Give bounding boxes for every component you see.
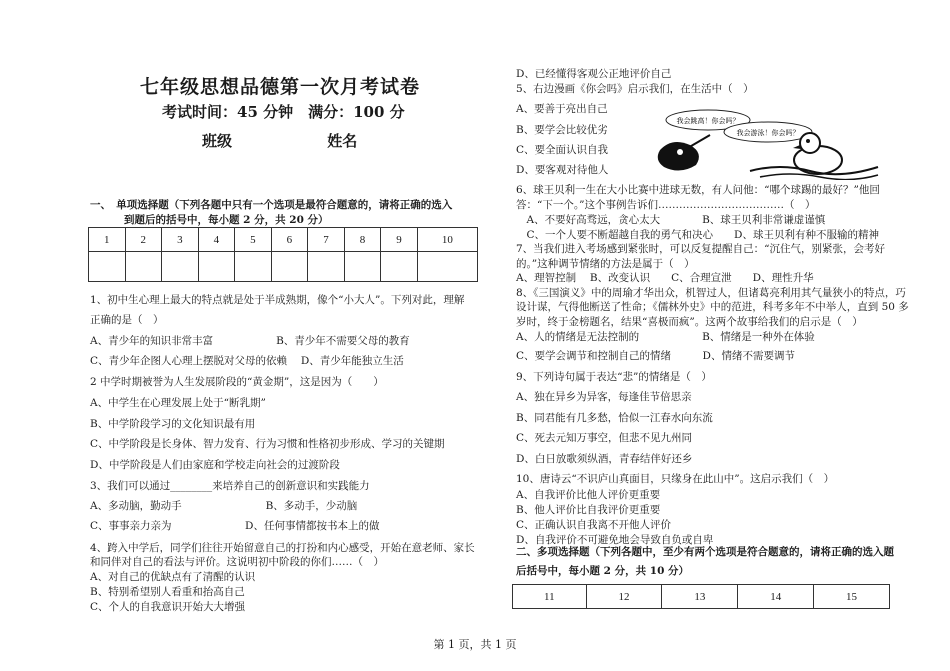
answer-box[interactable] — [235, 252, 272, 282]
question-line: 设计谋，气得他断送了性命；《儒林外史》中的范进，科考多年不中举人，直到 50 多 — [516, 301, 909, 313]
cartoon-illustration — [650, 105, 880, 180]
answer-box[interactable] — [381, 252, 418, 282]
section1-heading-b: 到题后的括号中，每小题 2 分，共 20 分） — [124, 214, 329, 226]
grid-cell: 14 — [738, 585, 814, 609]
answer-grid-2-numbers — [513, 585, 890, 609]
option-line: C、一个人要不断超越自我的勇气和决心 D、球王贝利有种不服输的精神 — [516, 229, 879, 241]
option-line: C、中学阶段是长身体、智力发育、行为习惯和性格初步形成、学习的关键期 — [90, 438, 445, 450]
option-line: C、要全面认识自我 — [516, 144, 609, 156]
question-line: 3、我们可以通过________来培养自己的创新意识和实践能力 — [90, 480, 370, 492]
name-label: 姓名 — [327, 132, 358, 150]
option-line: A、自我评价比他人评价更重要 — [516, 489, 661, 501]
rabbit-figure — [658, 135, 710, 171]
grid-cell: 5 — [235, 228, 272, 252]
option-line: A、对自己的优缺点有了清醒的认识 — [90, 571, 256, 583]
grid-cell: 3 — [162, 228, 199, 252]
answer-grid-1 — [88, 227, 478, 282]
section2-heading-a: 二、多项选择题（下列各题中，至少有两个选项是符合题意的，请将正确的选入题 — [516, 546, 894, 558]
exam-title: 七年级思想品德第一次月考试卷 — [140, 76, 421, 98]
grid-cell: 7 — [308, 228, 345, 252]
speech-bubble-1-text: 我会跳高！你会吗？ — [676, 117, 740, 125]
answer-box[interactable] — [417, 252, 477, 282]
option-line: C、个人的自我意识开始大大增强 — [90, 601, 246, 613]
question-line: 答：“下一个。”这个事例告诉们………………………………（ ） — [516, 199, 816, 211]
option-line: D、已经懂得客观公正地评价自己 — [516, 68, 672, 80]
answer-grid-2 — [512, 584, 890, 609]
question-line: 9、下列诗句属于表达“悲”的情绪是（ ） — [516, 371, 712, 383]
option-line: A、要善于亮出自己 — [516, 103, 608, 115]
answer-grid-1-blanks — [89, 252, 478, 282]
answer-box[interactable] — [344, 252, 381, 282]
exam-subtitle: 考试时间：45 分钟 满分：100 分 — [162, 103, 405, 121]
question-line: 正确的是（ ） — [90, 314, 164, 326]
grid-cell: 6 — [271, 228, 308, 252]
answer-grid-1-numbers — [89, 228, 478, 252]
option-line: A、人的情绪是无法控制的 B、情绪是一种外在体验 — [516, 331, 815, 343]
grid-cell: 12 — [586, 585, 662, 609]
option-line: D、中学阶段是人们由家庭和学校走向社会的过渡阶段 — [90, 459, 340, 471]
question-line: 1、初中生心理上最大的特点就是处于半成熟期，像个“小大人”。下列对此，理解 — [90, 294, 465, 306]
grid-cell: 4 — [198, 228, 235, 252]
speech-bubble-2-text: 我会游泳！你会吗？ — [736, 129, 800, 137]
option-line: D、白日放歌须纵酒，青春结伴好还乡 — [516, 453, 693, 465]
grid-cell: 11 — [513, 585, 587, 609]
grid-cell: 2 — [125, 228, 162, 252]
option-line: A、不要好高骛远，贪心太大 B、球王贝利非常谦虚谨慎 — [516, 214, 826, 226]
answer-box[interactable] — [308, 252, 345, 282]
answer-box[interactable] — [271, 252, 308, 282]
option-line: A、多动脑，勤动手 B、多动手，少动脑 — [90, 500, 358, 512]
question-line: 7、当我们进入考场感到紧张时，可以反复提醒自己：“沉住气，别紧张，会考好 — [516, 243, 886, 255]
question-line: 5、右边漫画《你会吗》启示我们，在生活中（ ） — [516, 83, 754, 95]
option-line: B、特别希望别人看重和抬高自己 — [90, 586, 245, 598]
grid-cell: 13 — [662, 585, 738, 609]
page-footer: 第 1 页，共 1 页 — [433, 638, 517, 651]
grid-cell: 9 — [381, 228, 418, 252]
grid-cell: 8 — [344, 228, 381, 252]
question-line: 的。”这种调节情绪的方法是属于（ ） — [516, 258, 695, 270]
question-line: 2 中学时期被誉为人生发展阶段的“黄金期”，这是因为（ ） — [90, 376, 384, 388]
grid-cell: 10 — [417, 228, 477, 252]
option-line: C、事事亲力亲为 D、任何事情都按书本上的做 — [90, 520, 380, 532]
option-line: B、同君能有几多愁，恰似一江春水向东流 — [516, 412, 713, 424]
option-line: A、理智控制 B、改变认识 C、合理宣泄 D、理性升华 — [516, 272, 814, 284]
answer-box[interactable] — [198, 252, 235, 282]
option-line: D、要客观对待他人 — [516, 164, 609, 176]
option-line: A、青少年的知识非常丰富 B、青少年不需要父母的教育 — [90, 335, 410, 347]
grid-cell: 15 — [814, 585, 890, 609]
option-line: B、他人评价比自我评价更重要 — [516, 504, 661, 516]
question-line: 岁时，终于金榜题名，结果“喜极而疯”。这两个故事给我们的启示是（ ） — [516, 316, 863, 328]
option-line: C、要学会调节和控制自己的情绪 D、情绪不需要调节 — [516, 350, 795, 362]
option-line: B、中学阶段学习的文化知识最有用 — [90, 418, 256, 430]
question-line: 6、球王贝利一生在大小比赛中进球无数，有人问他：“哪个球踢的最好？”他回 — [516, 184, 880, 196]
question-line: 4、跨入中学后，同学们往往开始留意自己的打扮和内心感受，开始在意老师、家长 — [90, 542, 475, 554]
question-line: 和同伴对自己的看法与评价。这说明初中阶段的你们……（ ） — [90, 556, 384, 568]
answer-box[interactable] — [125, 252, 162, 282]
option-line: D、自我评价不可避免地会导致自负或自卑 — [516, 534, 714, 546]
answer-box[interactable] — [162, 252, 199, 282]
question-line: 8、《三国演义》中的周瑜才华出众，机智过人，但诸葛亮利用其气量狭小的特点，巧 — [516, 287, 906, 299]
option-line: C、青少年企图人心理上摆脱对父母的依赖 D、青少年能独立生活 — [90, 355, 404, 367]
option-line: A、独在异乡为异客，每逢佳节倍思亲 — [516, 391, 692, 403]
section2-heading-b: 后括号中，每小题 2 分，共 10 分） — [516, 565, 690, 577]
grid-cell: 1 — [89, 228, 126, 252]
section1-heading-a: 一、 单项选择题（下列各题中只有一个选项是最符合题意的，请将正确的选入 — [90, 199, 453, 211]
option-line: C、死去元知万事空，但悲不见九州同 — [516, 432, 693, 444]
option-line: A、中学生在心理发展上处于“断乳期” — [90, 397, 266, 409]
answer-box[interactable] — [89, 252, 126, 282]
class-name-line — [202, 130, 447, 151]
question-line: 10、唐诗云“不识庐山真面目，只缘身在此山中”。这启示我们（ ） — [516, 473, 835, 485]
option-line: B、要学会比较优劣 — [516, 124, 608, 136]
option-line: C、正确认识自我离不开他人评价 — [516, 519, 672, 531]
class-label: 班级 — [202, 132, 233, 150]
